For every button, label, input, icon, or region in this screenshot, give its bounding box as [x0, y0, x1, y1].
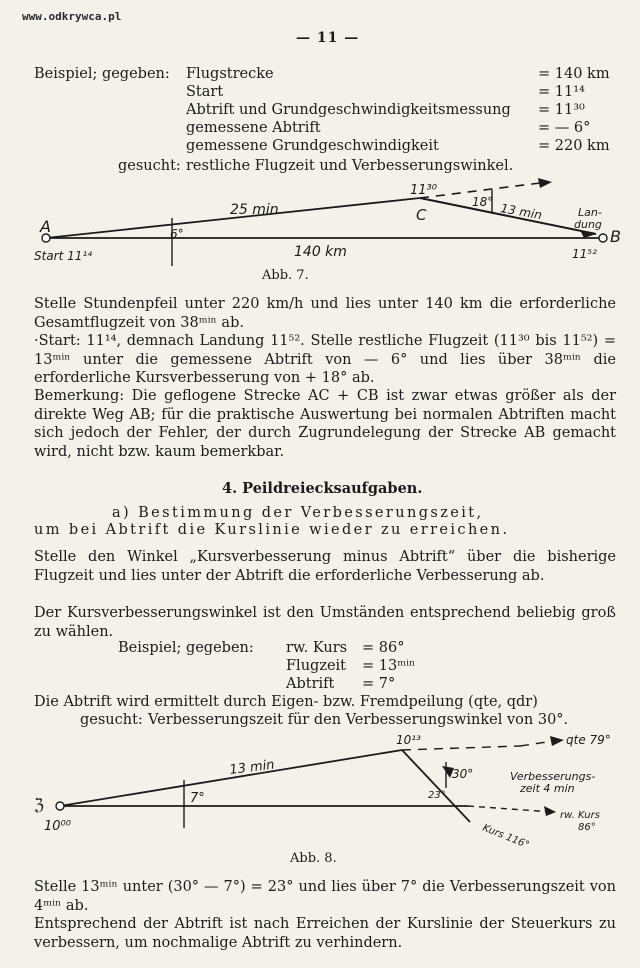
- section-paragraph-2: Der Kursverbesserungswinkel ist den Umständen entsprechend beliebig groß zu wählen.: [34, 605, 616, 640]
- fig8-leg-time: 13 min: [228, 757, 276, 778]
- fig8-start-time: 10⁰⁰: [44, 819, 71, 834]
- example1-lead: Beispiel; gegeben:: [34, 66, 170, 82]
- fig7-explanation-2: ·Start: 11¹⁴, demnach Landung 11⁵². Stelle restliche Flugzeit (11³⁰ bis 11⁵²) = 13ᵐⁱⁿ unter die gemessene Abtrift von — 6° und lies über 38ᵐⁱⁿ die erforderliche Kursverbesserung von + 18° ab.: [34, 333, 616, 386]
- example1-value-0: = 140 km: [538, 66, 610, 82]
- fig7-time-c: 11³⁰: [410, 183, 437, 198]
- example2-sought: Verbesserungszeit für den Verbesserungswinkel von 30°.: [148, 712, 569, 728]
- fig7-start-label: Start 11¹⁴: [34, 249, 93, 263]
- fig7-point-b-dot: [599, 234, 607, 242]
- fig7-explanation-1: Stelle Stundenpfeil unter 220 km/h und lies unter 140 km die erforderliche Gesamtflugzeit von 38ᵐⁱⁿ ab.: [34, 296, 616, 331]
- example1-value-1: = 11¹⁴: [538, 84, 585, 100]
- example1-label-0: Flugstrecke: [186, 66, 274, 82]
- fig8-start-mark: ℨ: [34, 795, 44, 814]
- fig8-rw-kurs-1: rw. Kurs: [560, 810, 600, 821]
- figure-7-caption: Abb. 7.: [262, 268, 309, 283]
- example1-sought-label: gesucht:: [118, 158, 181, 174]
- example2-lead: Beispiel; gegeben:: [118, 640, 254, 656]
- fig8-corr-angle: 30°: [452, 767, 474, 781]
- example1-label-4: gemessene Grundgeschwindigkeit: [186, 138, 439, 154]
- fig7-angle-a: 6°: [170, 227, 184, 241]
- fig7-leg1-time: 25 min: [230, 202, 279, 218]
- fig8-angle: 7°: [190, 791, 205, 806]
- section-paragraph-1: Stelle den Winkel „Kursverbesserung minus Abtrift“ über die bisherige Flugzeit und lies unter der Abtrift die erforderliche Verbesserung ab.: [34, 549, 616, 584]
- fig8-rw-kurs-2: 86°: [578, 822, 596, 833]
- example1-value-3: = — 6°: [538, 120, 591, 136]
- fig8-qte: qte 79°: [566, 733, 611, 747]
- example2-value-2: = 7°: [362, 676, 396, 692]
- fig7-arrowhead-drift: [538, 178, 552, 188]
- fig7-distance: 140 km: [294, 244, 347, 260]
- figure-7-diagram: [0, 176, 640, 286]
- fig8-corr-label-1: Verbesserungs-: [510, 770, 596, 783]
- fig8-closing: Entsprechend der Abtrift ist nach Erreichen der Kurslinie der Steuerkurs zu verbessern, um nochmalige Abtrift zu verhindern.: [34, 916, 616, 951]
- fig8-explanation: Stelle 13ᵐⁱⁿ unter (30° — 7°) = 23° und lies über 7° die Verbesserungszeit von 4ᵐⁱⁿ ab.: [34, 879, 616, 914]
- fig8-line-correction: [402, 750, 470, 822]
- fig8-line-drift: [60, 750, 402, 806]
- example1-value-4: = 220 km: [538, 138, 610, 154]
- fig7-landing-2: dung: [574, 218, 602, 231]
- fig8-dashed-course: [468, 806, 552, 812]
- fig8-turn-time: 10¹³: [396, 733, 421, 747]
- example1-label-3: gemessene Abtrift: [186, 120, 321, 136]
- figure-8-caption: Abb. 8.: [290, 851, 337, 866]
- example2-value-0: = 86°: [362, 640, 405, 656]
- example1-sought: restliche Flugzeit und Verbesserungswinkel.: [186, 158, 514, 174]
- subsection-a-line1: a) Bestimmung der Verbesserungszeit,: [112, 505, 484, 521]
- fig8-corr-label-2: zeit 4 min: [520, 782, 575, 795]
- example2-label-2: Abtrift: [286, 676, 335, 692]
- fig8-angle-low: 23°: [428, 790, 446, 801]
- fig7-landing-1: Lan-: [578, 206, 602, 219]
- fig7-label-b: B: [610, 227, 621, 246]
- subsection-a-line2: um bei Abtrift die Kurslinie wieder zu erreichen.: [34, 522, 510, 538]
- example1-label-2: Abtrift und Grundgeschwindigkeitsmessung: [186, 102, 511, 118]
- fig7-label-c: C: [416, 206, 427, 224]
- fig7-label-a: A: [40, 217, 51, 236]
- page-number: — 11 —: [296, 30, 360, 46]
- fig8-start-dot: [56, 802, 64, 810]
- example2-label-1: Flugzeit: [286, 658, 347, 674]
- fig7-leg2-time: 13 min: [499, 201, 543, 223]
- example1-label-1: Start: [186, 84, 224, 100]
- watermark: www.odkrywca.pl: [22, 10, 122, 23]
- fig8-arrowhead-course: [544, 806, 556, 816]
- fig8-arrowhead-qte: [550, 736, 564, 746]
- fig7-angle-c: 18°: [472, 195, 494, 209]
- example2-sought-label: gesucht:: [80, 712, 143, 728]
- figure-8-diagram: [0, 732, 640, 852]
- section-heading: 4. Peildreiecksaufgaben.: [222, 480, 423, 497]
- fig7-remark: Bemerkung: Die geflogene Strecke AC + CB ist zwar etwas größer als der direkte Weg AB; für die praktische Auswertung bei normalen Abtriften macht sich jedoch der Fehler, der durch Zugrundelegung der Strecke AB gemacht wird, nicht bzw. kaum bemerkbar.: [34, 388, 616, 460]
- example1-value-2: = 11³⁰: [538, 102, 585, 118]
- fig7-arrowhead-b: [580, 230, 596, 238]
- example2-note: Die Abtrift wird ermittelt durch Eigen- bzw. Fremdpeilung (qte, qdr): [34, 694, 538, 710]
- example2-label-0: rw. Kurs: [286, 640, 348, 656]
- example2-value-1: = 13ᵐⁱⁿ: [362, 658, 416, 674]
- fig7-time-b: 11⁵²: [572, 247, 597, 261]
- fig8-kurs-116: Kurs 116°: [480, 822, 531, 852]
